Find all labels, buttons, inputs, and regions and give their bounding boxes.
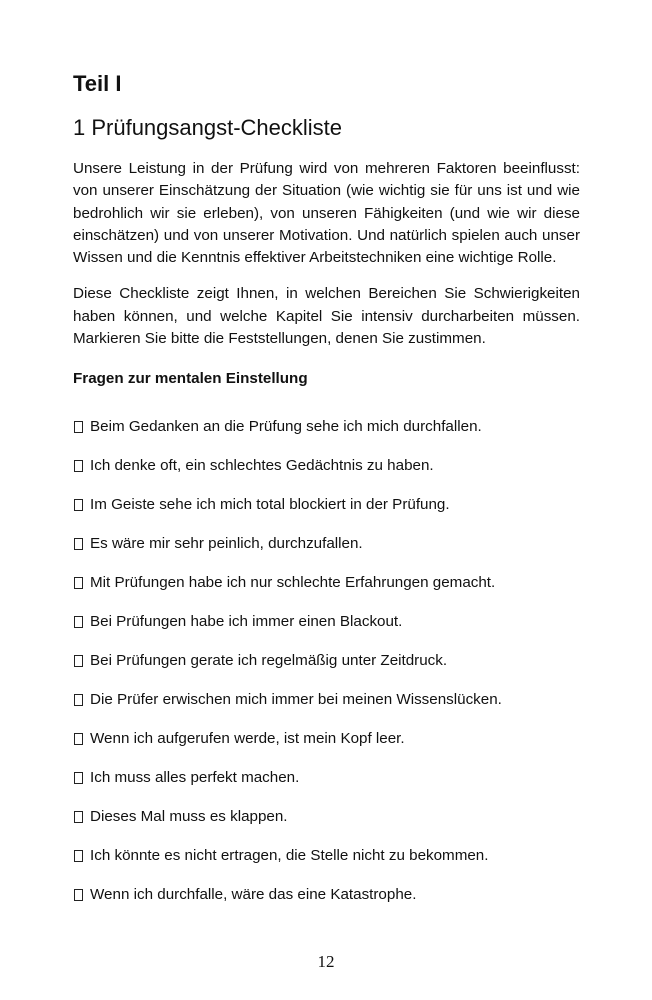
checklist-item <box>73 758 580 797</box>
checklist-item-label: Ich muss alles perfekt machen. <box>90 769 300 787</box>
checklist-item-label: Ich könnte es nicht ertragen, die Stelle nicht zu bekommen. <box>90 847 489 865</box>
checkbox[interactable] <box>74 772 83 784</box>
checklist-item-label: Im Geiste sehe ich mich total blockiert in der Prüfung. <box>90 496 450 514</box>
checklist-item <box>73 836 580 875</box>
checklist-item-label: Bei Prüfungen gerate ich regelmäßig unter Zeitdruck. <box>90 652 448 670</box>
checklist-item-label: Wenn ich durchfalle, wäre das eine Katastrophe. <box>90 886 417 904</box>
checklist-item-label: Beim Gedanken an die Prüfung sehe ich mich durchfallen. <box>90 418 482 436</box>
checkbox[interactable] <box>74 694 83 706</box>
checklist-item <box>73 719 580 758</box>
checkbox[interactable] <box>74 655 83 667</box>
checkbox[interactable] <box>74 616 83 628</box>
checkbox[interactable] <box>74 499 83 511</box>
checklist-item-label: Bei Prüfungen habe ich immer einen Blackout. <box>90 613 403 631</box>
checklist-item <box>73 875 580 914</box>
checklist-item <box>73 485 580 524</box>
checklist-item <box>73 446 580 485</box>
checklist <box>73 407 580 914</box>
part-heading: Teil I <box>73 71 122 96</box>
checklist-item-label: Mit Prüfungen habe ich nur schlechte Erfahrungen gemacht. <box>90 574 496 592</box>
checklist-item <box>73 524 580 563</box>
checkbox[interactable] <box>74 811 83 823</box>
checkbox[interactable] <box>74 538 83 550</box>
checkbox[interactable] <box>74 733 83 745</box>
checklist-item <box>73 641 580 680</box>
checklist-item-label: Es wäre mir sehr peinlich, durchzufallen. <box>90 535 363 553</box>
document-page <box>73 62 580 914</box>
checklist-item-label: Ich denke oft, ein schlechtes Gedächtnis zu haben. <box>90 457 434 475</box>
checklist-item <box>73 602 580 641</box>
checklist-item <box>73 407 580 446</box>
checkbox[interactable] <box>74 850 83 862</box>
checkbox[interactable] <box>74 889 83 901</box>
section-heading: Fragen zur mentalen Einstellung <box>73 370 308 388</box>
page-number: 12 <box>317 952 335 971</box>
intro-paragraph: Unsere Leistung in der Prüfung wird von mehreren Faktoren beeinflusst: von unserer Einschätzung der Situation (wie wichtig sie für uns ist und wie bedrohlich wir sie erleben), von unseren Fähigkeiten (und wie wir diese einschätzen) und von unserer Motivation. Und natürlich spielen auch unser Wissen und die Kenntnis effektiver Arbeitstechniken eine wichtige Rolle. <box>73 160 580 267</box>
chapter-heading: 1 Prüfungsangst-Checkliste <box>73 115 343 140</box>
checklist-item-label: Die Prüfer erwischen mich immer bei meinen Wissenslücken. <box>90 691 502 709</box>
instruction-paragraph: Diese Checkliste zeigt Ihnen, in welchen Bereichen Sie Schwierigkeiten haben können, und welche Kapitel Sie intensiv durcharbeiten müssen. Markieren Sie bitte die Feststellungen, denen Sie zustimmen. <box>73 285 580 348</box>
checkbox[interactable] <box>74 577 83 589</box>
checklist-item <box>73 563 580 602</box>
checkbox[interactable] <box>74 460 83 472</box>
checklist-item-label: Wenn ich aufgerufen werde, ist mein Kopf leer. <box>90 730 405 748</box>
checklist-item-label: Dieses Mal muss es klappen. <box>90 808 288 826</box>
checklist-item <box>73 797 580 836</box>
checkbox[interactable] <box>74 421 83 433</box>
checklist-item <box>73 680 580 719</box>
